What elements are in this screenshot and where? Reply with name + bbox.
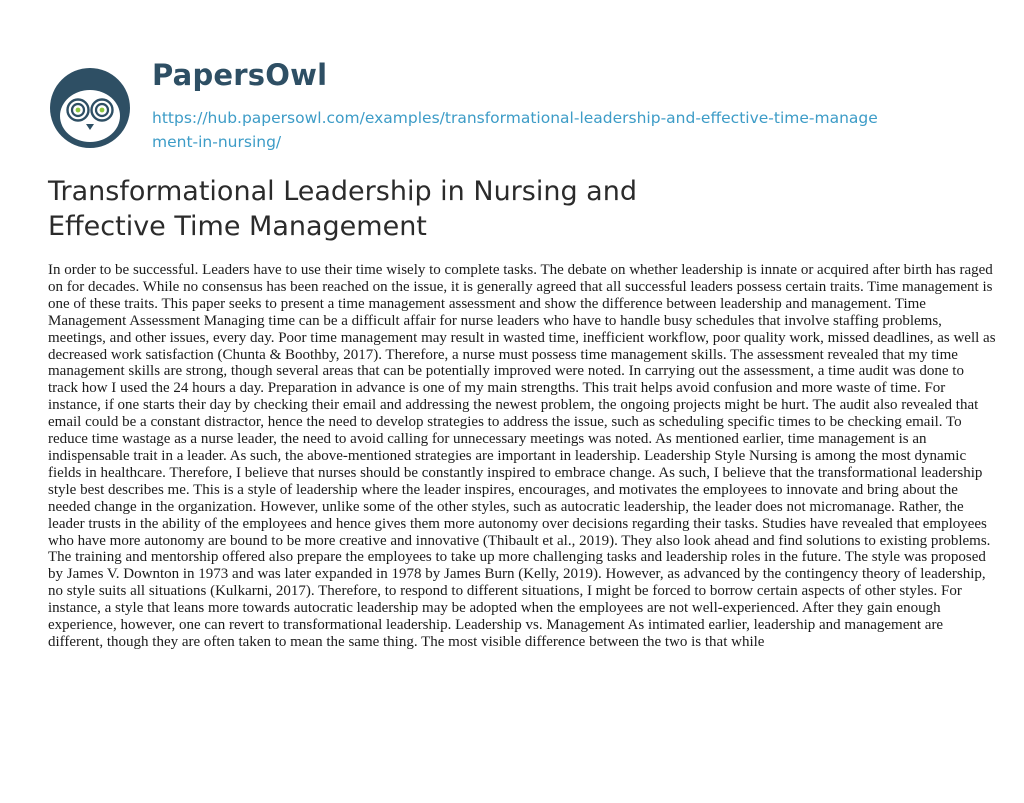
- brand-name[interactable]: PapersOwl: [152, 58, 328, 92]
- owl-logo-icon[interactable]: [48, 66, 132, 150]
- document-title: Transformational Leadership in Nursing and Effective Time Management: [48, 176, 637, 242]
- document-body: In order to be successful. Leaders have to use their time wisely to complete tasks. The debate on whether leadership is innate or acquired after birth has raged on for decades. While no consensus has been reached on the issue, it is generally agreed that all successful leaders possess certain traits. Time management is one of these traits. This paper seeks to present a time management assessment and show the difference between leadership and management. Time Management Assessment Managing time can be a difficult affair for nurse leaders who have to handle busy schedules that involve staffing problems, meetings, and other issues, every day. Poor time management may result in wasted time, inefficient workflow, poor quality work, missed deadlines, as well as decreased work satisfaction (Chunta & Boothby, 2017). Therefore, a nurse must possess time management skills. The assessment revealed that my time management skills are strong, though several areas that can be potentially improved were noted. In carrying out the assessment, a time audit was done to track how I used the 24 hours a day. Preparation in advance is one of my main strengths. This trait helps avoid confusion and more waste of time. For instance, if one starts their day by checking their email and addressing the newest problem, the ongoing projects might be hurt. The audit also revealed that email could be a constant distractor, hence the need to develop strategies to address the issue, such as scheduling specific times to be checking email. To reduce time wastage as a nurse leader, the need to avoid calling for unnecessary meetings was noted. As mentioned earlier, time management is an indispensable trait in a leader. As such, the above-mentioned strategies are important in leadership. Leadership Style Nursing is among the most dynamic fields in healthcare. Therefore, I believe that nurses should be constantly inspired to embrace change. As such, I believe that the transformational leadership style best describes me. This is a style of leadership where the leader inspires, encourages, and motivates the employees to innovate and bring about the needed change in the organization. However, unlike some of the other styles, such as autocratic leadership, the leader does not micromanage. Rather, the leader trusts in the ability of the employees and hence gives them more autonomy over decisions regarding their tasks. Studies have revealed that employees who have more autonomy are bound to be more creative and innovative (Thibault et al., 2019). They also look ahead and find solutions to existing problems. The training and mentorship offered also prepare the employees to take up more challenging tasks and leadership roles in the future. The style was proposed by James V. Downton in 1973 and was later expanded in 1978 by James Burn (Kelly, 2019). However, as advanced by the contingency theory of leadership, no style suits all situations (Kulkarni, 2017). Therefore, to respond to different situations, I might be forced to borrow certain aspects of other styles. For instance, a style that leans more towards autocratic leadership may be adopted when the employees are not well-experienced. After they gain enough experience, however, one can revert to transformational leadership. Leadership vs. Management As intimated earlier, leadership and management are different, though they are often taken to mean the same thing. The most visible difference between the two is that while: [48, 262, 996, 650]
- source-url-link[interactable]: https://hub.papersowl.com/examples/transformational-leadership-and-effective-time-management-in-nursing/: [152, 109, 878, 151]
